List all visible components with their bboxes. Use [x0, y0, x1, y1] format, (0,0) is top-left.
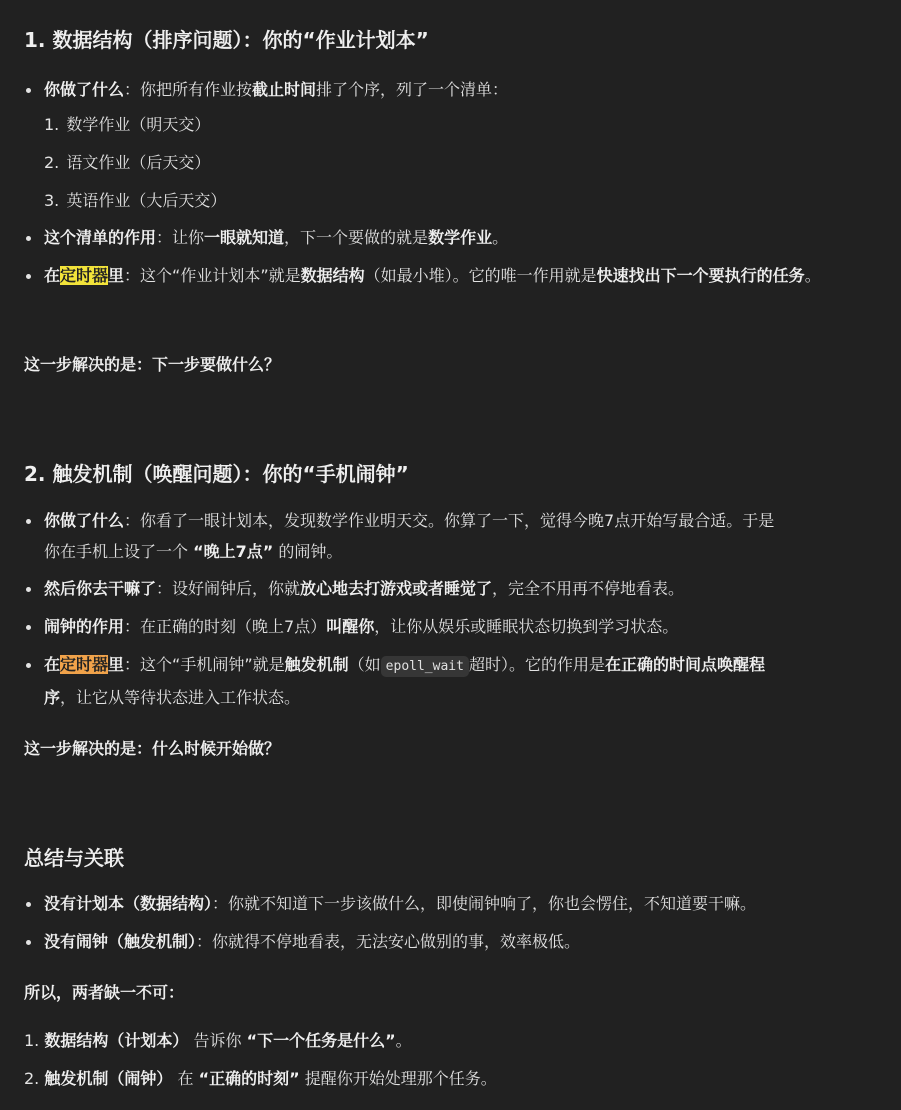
list-item: 闹钟的作用：在正确的时刻（晚上7点）叫醒你，让你从娱乐或睡眠状态切换到学习状态。 [24, 611, 881, 643]
section1-heading: 1. 数据结构（排序问题）：你的“作业计划本” [24, 28, 429, 52]
highlight: 定时器 [60, 266, 109, 285]
list-item: 你做了什么：你把所有作业按截止时间排了个序，列了一个清单： [24, 74, 881, 106]
list-item: 1. 数学作业（明天交） [44, 115, 211, 134]
list-item: 这个清单的作用：让你一眼就知道，下一个要做的就是数学作业。 [24, 222, 881, 254]
section1-bullets [24, 74, 881, 291]
summary-numbered [24, 1022, 881, 1098]
summary-bullets [24, 888, 881, 958]
list-item: 1. 数据结构（计划本） 告诉你 “下一个任务是什么”。 [24, 1031, 412, 1050]
list-item: 在定时器里：这个“作业计划本”就是数据结构（如最小堆）。它的唯一作用就是快速找出下一个要执行的任务。 [24, 260, 881, 291]
list-item: 2. 触发机制（闹钟） 在 “正确的时刻” 提醒你开始处理那个任务。 [24, 1069, 497, 1088]
section2-conclusion: 这一步解决的是：什么时候开始做？ [24, 739, 281, 758]
list-item: 3. 英语作业（大后天交） [44, 191, 227, 210]
summary-heading: 总结与关联 [24, 846, 124, 870]
list-item: 没有闹钟（触发机制）：你就得不停地看表，无法安心做别的事，效率极低。 [24, 926, 881, 958]
inline-code: epoll_wait [381, 656, 469, 677]
list-item: 然后你去干嘛了：设好闹钟后，你就放心地去打游戏或者睡觉了，完全不用再不停地看表。 [24, 573, 881, 605]
section2-heading: 2. 触发机制（唤醒问题）：你的“手机闹钟” [24, 462, 409, 486]
highlight: 定时器 [60, 655, 109, 674]
section1-conclusion: 这一步解决的是：下一步要做什么？ [24, 355, 281, 374]
section2-bullets [24, 505, 881, 713]
list-item: 没有计划本（数据结构）：你就不知道下一步该做什么，即使闹钟响了，你也会愣住，不知道要干嘛。 [24, 888, 881, 920]
list-item: 在定时器里：这个“手机闹钟”就是触发机制（如 epoll_wait 超时）。它的作用是在正确的时间点唤醒程 序，让它从等待状态进入工作状态。 [24, 649, 881, 713]
list-item: 你做了什么：你看了一眼计划本，发现数学作业明天交。你算了一下，觉得今晚7点开始写最合适。于是 你在手机上设了一个 “晚上7点” 的闹钟。 [24, 505, 881, 567]
list-item: 2. 语文作业（后天交） [44, 153, 211, 172]
summary-conclusion: 所以，两者缺一不可： [24, 983, 185, 1002]
